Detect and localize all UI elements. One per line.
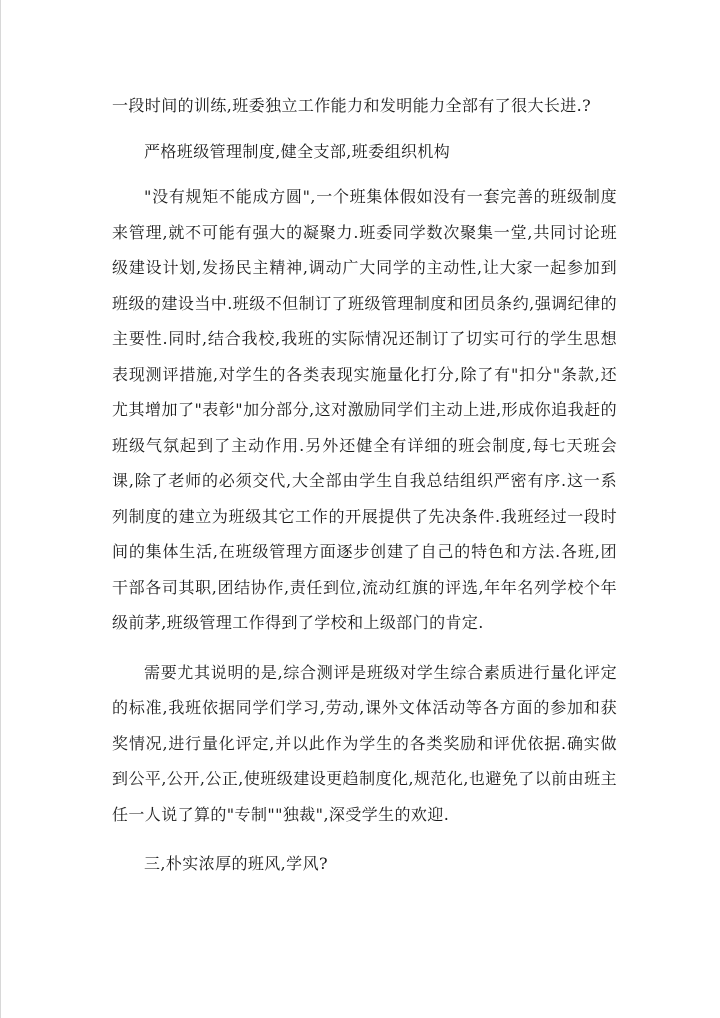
section-heading-management: 严格班级管理制度,健全支部,班委组织机构: [144, 141, 451, 161]
section-heading-class-style: 三,朴实浓厚的班风,学风?: [144, 854, 328, 873]
paragraph-management-system: "没有规矩不能成方圆",一个班集体假如没有一套完善的班级制度来管理,就不可能有强大的凝聚力.班委同学数次聚集一堂,共同讨论班级建设计划,发扬民主精神,调动广大同学的主动性,让大家一起参加到班级的建设当中.班级不但制订了班级管理制度和团员条约,强调纪律的主要性.同时,结合我校,我班的实际情况还制订了切实可行的学生思想表现测评措施,对学生的各类表现实施量化打分,除了有"扣分"条款,还尤其增加了"表彰"加分部分,这对激励同学们主动上进,形成你追我赶的班级气氛起到了主动作用.另外还健全有详细的班会制度,每七天班会课,除了老师的必须交代,大全部由学生自我总结组织严密有序.这一系列制度的建立为班级其它工作的开展提供了先决条件.我班经过一段时间的集体生活,在班级管理方面逐步创建了自己的特色和方法.各班,团干部各司其职,团结协作,责任到位,流动红旗的评选,年年名列学校个年级前茅,班级管理工作得到了学校和上级部门的肯定.: [112, 187, 617, 632]
paragraph-continuation: 一段时间的训练,班委独立工作能力和发明能力全部有了很大长进.?: [112, 96, 592, 115]
document-body: [112, 88, 617, 882]
paragraph-evaluation: 需要尤其说明的是,综合测评是班级对学生综合素质进行量化评定的标准,我班依据同学们学习,劳动,课外文体活动等各方面的参加和获奖情况,进行量化评定,并以此作为学生的各类奖励和评优依据.确实做到公平,公开,公正,使班级建设更趋制度化,规范化,也避免了以前由班主任一人说了算的"专制""独裁",深受学生的欢迎.: [112, 662, 617, 824]
